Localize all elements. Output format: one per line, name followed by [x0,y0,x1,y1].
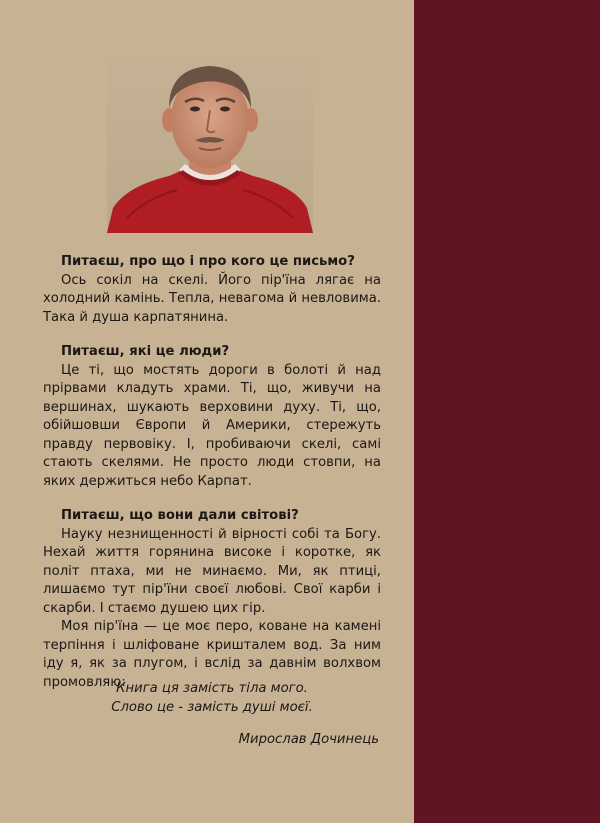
verse-line: Книга ця замість тіла мого. [116,681,308,696]
section-heading: Питаєш, про що і про кого це письмо? [61,254,355,269]
author-signature: Мирослав Дочинець [238,732,379,747]
back-cover-text [43,253,381,708]
verse-line: Слово це - замість душі моєї. [111,699,313,715]
section-paragraph: Це ті, що мостять дороги в болоті й над прірвами кладуть храми. Ті, що, живучи на вершинах, шукають верховини духу. Ті, що, обійшовши Європи й Америки, стережуть правду первовіку. І, пробиваючи скелі, самі стають скелями. Не просто люди стовпи, на яких держиться небо Карпат. [43,362,381,489]
author-portrait-image [107,58,313,233]
closing-verse [43,680,381,717]
section-about-gifts [43,507,381,692]
cover-spine-band [414,0,600,823]
section-paragraph: Науку незнищенності й вірності собі та Богу. Нехай життя горянина високе і коротке, як політ птаха, ми не минаємо. Ми, як птиці, лишаємо тут пір'їни своєї любові. Свої карби і скарби. І стаємо душею цих гір. [43,526,381,616]
author-portrait [107,58,313,233]
section-paragraph: Моя пір'їна — це моє перо, коване на камені терпіння і шліфоване кришталем вод. За ним іду я, як за плугом, і вслід за давнім волхвом промовляю: [43,619,381,690]
section-paragraph: Ось сокіл на скелі. Його пір'їна лягає на холодний камінь. Тепла, невагома й невловима. Така й душа карпатянина. [43,272,381,325]
section-about-people [43,343,381,491]
section-heading: Питаєш, що вони дали світові? [61,508,299,523]
section-about-letter [43,253,381,327]
section-heading: Питаєш, які це люди? [61,344,230,359]
